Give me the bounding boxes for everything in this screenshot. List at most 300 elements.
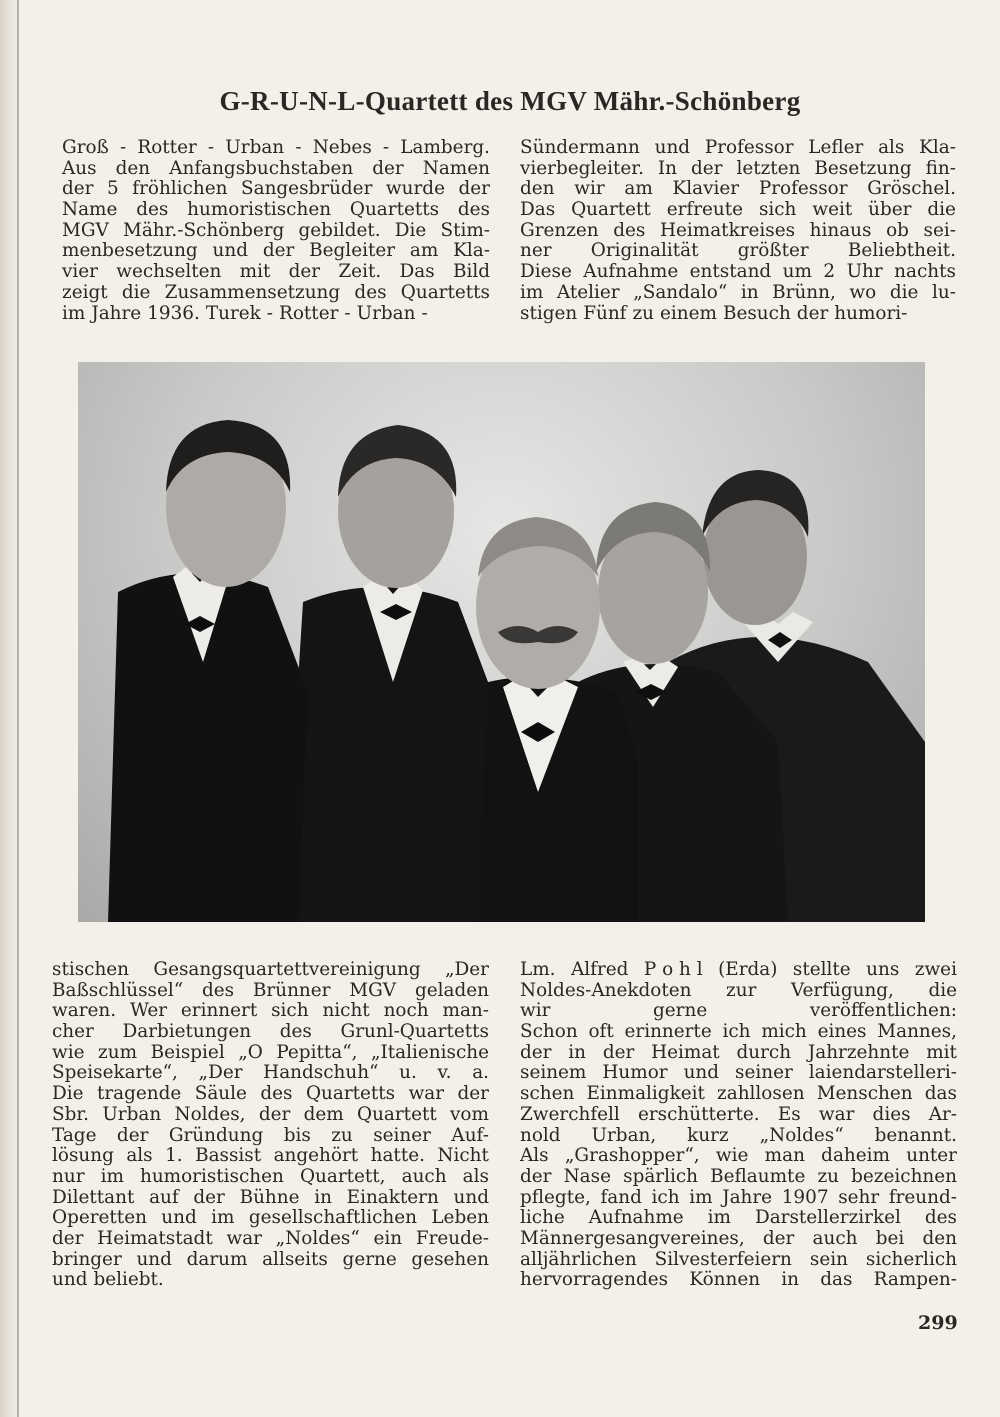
word: Uhr: [846, 261, 883, 283]
word: am: [624, 178, 653, 200]
word: als: [462, 1165, 489, 1187]
word: Leben: [431, 1207, 489, 1229]
word: den: [115, 157, 151, 179]
word: Quartett: [357, 1103, 437, 1125]
word: allseits: [262, 1248, 328, 1270]
word: Darbietungen: [122, 1021, 252, 1043]
word: im: [707, 1207, 731, 1229]
word: erfreute: [666, 199, 744, 221]
word: erinnert: [180, 1000, 258, 1022]
word: auch: [812, 1227, 858, 1249]
word: Quartett: [571, 199, 651, 221]
word: Die: [52, 1083, 84, 1105]
word: -: [382, 137, 390, 158]
word: sehr: [838, 1186, 880, 1208]
word: 2: [823, 261, 836, 283]
word: der: [796, 302, 829, 324]
word: Name: [62, 199, 118, 221]
word: Kla-: [919, 137, 956, 158]
word: In: [657, 157, 678, 179]
word: menbesetzung: [62, 240, 198, 262]
word: Pepitta“,: [276, 1041, 358, 1063]
word: hatte.: [370, 1145, 425, 1167]
word: Schon: [520, 1021, 578, 1043]
word: in: [314, 1186, 332, 1208]
text-line: [52, 1126, 489, 1147]
text-line: [52, 1001, 489, 1022]
text-line: [520, 1043, 957, 1064]
word: Urban: [102, 1103, 162, 1125]
word: wir: [574, 178, 605, 200]
word: zur: [726, 979, 757, 1001]
word: der: [116, 1124, 149, 1146]
text-line: [520, 981, 957, 1002]
word: Silvesterfeiern: [654, 1248, 792, 1270]
word: sei-: [923, 219, 956, 241]
word: in: [740, 281, 759, 303]
word: Bassist: [195, 1145, 262, 1167]
word: Einmaligkeit: [586, 1083, 705, 1105]
word: Begleiter: [309, 240, 396, 262]
word: Sangesbrüder: [241, 178, 373, 200]
word: Urban: [225, 137, 285, 158]
word: und: [52, 1269, 88, 1291]
word: hervorragendes: [520, 1269, 669, 1291]
word: hinaus: [809, 219, 872, 241]
text-line: [520, 159, 956, 180]
word: sein: [809, 1248, 848, 1270]
word: der: [372, 157, 404, 179]
word: -: [120, 137, 127, 158]
word: zum: [98, 1041, 138, 1063]
lower-left-column: [52, 960, 489, 1291]
word: oft: [588, 1021, 614, 1043]
lower-right-column: [520, 960, 957, 1291]
word: fröhlichen: [132, 178, 228, 200]
word: Heimatstadt: [97, 1227, 213, 1249]
word: des: [279, 1021, 312, 1043]
word: fand: [600, 1186, 642, 1208]
word: des: [354, 281, 387, 303]
word: MGV: [349, 979, 397, 1001]
text-line: [520, 221, 956, 242]
text-line: [52, 960, 489, 981]
word: Speisekarte“,: [52, 1062, 178, 1084]
text-line: [520, 304, 956, 325]
text-line: [520, 1250, 957, 1271]
word: Namen: [422, 157, 490, 179]
word: Operetten: [52, 1207, 147, 1229]
word: Männergesangvereines,: [520, 1227, 745, 1249]
word: wurde: [385, 178, 445, 200]
word: Zeit.: [338, 261, 382, 283]
word: Lm.: [520, 959, 556, 980]
word: Rotter: [137, 137, 197, 158]
word: Jahre: [91, 302, 142, 324]
word: P o h l: [643, 959, 703, 980]
word: Brünn,: [772, 281, 836, 303]
word: a.: [472, 1062, 489, 1084]
text-line: [520, 1022, 957, 1043]
word: noch: [383, 1000, 429, 1022]
word: pflegte,: [520, 1186, 591, 1208]
word: Atelier: [556, 281, 620, 303]
word: Einaktern: [346, 1186, 439, 1208]
word: gesellschaftlichen: [248, 1207, 417, 1229]
text-line: [62, 200, 490, 221]
word: seinem: [520, 1062, 587, 1084]
word: einem: [660, 302, 717, 324]
word: durch: [736, 1041, 792, 1063]
word: stischen: [52, 959, 130, 980]
word: vom: [450, 1103, 489, 1125]
text-line: [52, 1022, 489, 1043]
word: in: [568, 1041, 586, 1063]
word: der: [258, 1103, 291, 1125]
word: das: [924, 1083, 957, 1105]
text-line: [520, 1105, 957, 1126]
word: die: [121, 281, 151, 303]
word: v.: [437, 1062, 452, 1084]
word: Menschen: [816, 1083, 913, 1105]
text-line: [520, 283, 956, 304]
word: Darstellerzirkel: [754, 1207, 901, 1229]
word: entstand: [689, 261, 772, 283]
word: Zusammensetzung: [164, 281, 341, 303]
word: Mähr.-Schönberg: [122, 219, 285, 241]
text-line: [62, 283, 490, 304]
word: Noldes,: [174, 1103, 246, 1125]
word: 1907: [781, 1186, 829, 1208]
text-line: [62, 179, 490, 200]
word: Wer: [129, 1000, 168, 1022]
word: weit: [812, 199, 853, 221]
word: Nebes: [312, 137, 372, 158]
word: „Italienische: [371, 1041, 489, 1063]
word: mit: [239, 261, 271, 283]
word: Quartetts: [305, 1083, 396, 1105]
word: dies: [872, 1103, 911, 1125]
word: „Der: [198, 1062, 243, 1084]
word: und: [683, 1062, 720, 1084]
text-line: [52, 1043, 489, 1064]
word: wie: [715, 1145, 749, 1167]
word: Alfred: [570, 959, 629, 980]
word: -: [207, 137, 215, 158]
word: der: [457, 1083, 489, 1105]
word: der: [262, 240, 295, 262]
word: -: [344, 302, 351, 324]
word: im: [100, 1165, 124, 1187]
word: der: [62, 178, 94, 200]
word: nicht: [322, 1000, 370, 1022]
word: Brünner: [252, 979, 331, 1001]
word: Heimat: [651, 1041, 720, 1063]
word: Es: [777, 1103, 801, 1125]
word: Als: [520, 1145, 549, 1167]
word: Das: [520, 199, 556, 221]
word: des: [924, 1207, 957, 1229]
word: als: [126, 1145, 153, 1167]
word: sich: [271, 1000, 309, 1022]
gutter-fold-line: [17, 0, 19, 1417]
word: „Der: [445, 959, 489, 980]
word: Groß: [62, 137, 109, 158]
word: in: [781, 1269, 799, 1291]
upper-right-column: [520, 138, 956, 324]
word: über: [868, 199, 912, 221]
word: Beflaumte: [710, 1165, 806, 1187]
word: als: [878, 137, 905, 158]
word: dem: [303, 1103, 344, 1125]
word: Klavier: [672, 178, 740, 200]
word: die: [928, 979, 957, 1001]
word: um: [782, 261, 812, 283]
word: Besuch: [722, 302, 791, 324]
word: beliebt.: [93, 1269, 164, 1291]
word: wo: [849, 281, 877, 303]
word: Bühne: [239, 1186, 300, 1208]
word: -: [295, 137, 302, 158]
word: angehört: [273, 1145, 359, 1167]
word: des: [201, 979, 235, 1001]
word: -: [421, 302, 428, 324]
word: lu-: [931, 281, 956, 303]
word: Nicht: [437, 1145, 489, 1167]
word: zu: [331, 1124, 353, 1146]
word: Gröschel.: [867, 178, 956, 200]
text-line: [52, 1167, 489, 1188]
word: Anfangsbuchstaben: [169, 157, 354, 179]
word: den: [922, 1227, 957, 1249]
word: ner: [520, 240, 552, 262]
word: Urban,: [591, 1124, 657, 1146]
text-line: [520, 241, 956, 262]
word: Beliebtheit.: [847, 240, 956, 262]
word: und: [654, 137, 691, 158]
word: 5: [107, 178, 119, 200]
word: zu: [632, 302, 655, 324]
word: „Grashopper“,: [564, 1145, 700, 1167]
word: „O: [238, 1041, 263, 1063]
word: erinnerte: [624, 1021, 712, 1043]
word: Ar-: [928, 1103, 957, 1125]
word: spärlich: [623, 1165, 698, 1187]
word: zwei: [914, 959, 957, 980]
word: ich: [722, 1021, 751, 1043]
word: Mannes,: [877, 1021, 957, 1043]
word: Baßschlüssel“: [52, 979, 184, 1001]
word: mich: [761, 1021, 807, 1043]
word: Verfügung,: [790, 979, 894, 1001]
word: daheim: [821, 1145, 890, 1167]
word: Originalität: [590, 240, 699, 262]
word: Gründung: [168, 1124, 264, 1146]
singer-figure-1: [108, 420, 308, 922]
word: des: [136, 199, 169, 221]
word: MGV: [62, 219, 109, 241]
singer-figure-2: [283, 425, 488, 922]
word: war: [408, 1083, 445, 1105]
word: seiner: [373, 1124, 431, 1146]
word: ob: [886, 219, 909, 241]
article-title: G-R-U-N-L-Quartett des MGV Mähr.-Schönberg: [219, 86, 801, 116]
word: war: [226, 1227, 262, 1249]
word: des: [260, 1083, 293, 1105]
word: Zwerchfell: [520, 1103, 620, 1125]
word: bei: [875, 1227, 905, 1249]
word: Bild: [452, 261, 490, 283]
word: wechselten: [116, 261, 222, 283]
word: gebildet.: [298, 219, 381, 241]
word: 1.: [165, 1145, 183, 1167]
text-line: [62, 304, 490, 325]
word: bezeichnen: [851, 1165, 957, 1187]
word: Aus: [62, 157, 97, 179]
word: Handschuh“: [263, 1062, 379, 1084]
word: sicherlich: [865, 1248, 957, 1270]
text-line: [52, 1063, 489, 1084]
word: im: [689, 1186, 713, 1208]
text-line: [52, 1270, 489, 1291]
word: „Sandalo“: [633, 281, 728, 303]
word: Lefler: [808, 137, 864, 158]
word: im: [62, 302, 86, 324]
word: gesehen: [411, 1248, 489, 1270]
text-line: [520, 960, 957, 981]
word: Fünf: [583, 302, 627, 324]
word: nur: [52, 1165, 85, 1187]
text-line: [52, 1146, 489, 1167]
text-line: [520, 138, 956, 159]
word: sich: [758, 199, 797, 221]
word: Nase: [563, 1165, 611, 1187]
text-line: [520, 1229, 957, 1250]
word: Professor: [704, 137, 794, 158]
word: stigen: [520, 302, 578, 324]
word: schen: [520, 1083, 575, 1105]
word: des: [613, 219, 646, 241]
word: und: [136, 1248, 172, 1270]
word: letzten: [736, 157, 801, 179]
word: lösung: [52, 1145, 114, 1167]
text-line: [62, 241, 490, 262]
word: benannt.: [874, 1124, 957, 1146]
word: der: [762, 1227, 795, 1249]
word: kurz: [687, 1124, 729, 1146]
word: größter: [737, 240, 809, 262]
word: der: [691, 157, 723, 179]
word: im: [520, 281, 544, 303]
word: Freude-: [415, 1227, 489, 1249]
word: man-: [442, 1000, 489, 1022]
word: den: [520, 178, 555, 200]
word: gerne: [653, 1000, 708, 1022]
word: seiner: [735, 1062, 793, 1084]
word: tragende: [96, 1083, 182, 1105]
word: Können: [689, 1269, 761, 1291]
word: Die: [394, 219, 427, 241]
text-line: [520, 200, 956, 221]
word: „Noldes“: [759, 1124, 844, 1146]
word: Sündermann: [520, 137, 640, 158]
word: ein: [373, 1227, 403, 1249]
word: zeigt: [62, 281, 108, 303]
word: Quartetts: [349, 199, 440, 221]
word: stellte: [792, 959, 851, 980]
word: Humor: [602, 1062, 668, 1084]
word: vierbegleiter.: [520, 157, 644, 179]
word: des: [457, 199, 490, 221]
word: Kla-: [453, 240, 490, 262]
text-line: [520, 1084, 957, 1105]
word: Säule: [194, 1083, 247, 1105]
word: und: [212, 240, 248, 262]
page-number: 299: [918, 1312, 958, 1334]
text-line: [520, 1270, 957, 1291]
text-line: [520, 1001, 957, 1022]
text-line: [520, 1188, 957, 1209]
word: gerne: [342, 1248, 397, 1270]
word: das: [820, 1269, 853, 1291]
word: und: [453, 1186, 489, 1208]
word: der: [602, 1041, 635, 1063]
word: Sbr.: [52, 1103, 89, 1125]
photo-illustration: [78, 362, 925, 922]
word: mit: [926, 1041, 957, 1063]
word: geladen: [414, 979, 489, 1001]
text-line: [52, 1188, 489, 1209]
word: Diese: [520, 261, 572, 283]
word: u.: [399, 1062, 417, 1084]
word: Grenzen: [520, 219, 599, 241]
word: nold: [520, 1124, 561, 1146]
text-line: [62, 221, 490, 242]
word: darum: [186, 1248, 248, 1270]
word: und: [161, 1207, 197, 1229]
text-line: [52, 1250, 489, 1271]
word: cher: [52, 1021, 94, 1043]
text-line: [520, 1208, 957, 1229]
text-line: [52, 1229, 489, 1250]
word: wie: [52, 1041, 85, 1063]
word: der: [193, 1186, 225, 1208]
text-line: [520, 1146, 957, 1167]
text-line: [62, 138, 490, 159]
word: laiendarstelleri-: [808, 1062, 957, 1084]
word: -: [266, 302, 273, 324]
word: Besetzung: [814, 157, 912, 179]
quartet-group-photo: [78, 362, 925, 922]
word: humoristischen: [139, 1165, 284, 1187]
word: Tage: [52, 1124, 97, 1146]
word: Quartetts: [400, 281, 490, 303]
word: war: [818, 1103, 855, 1125]
upper-left-column: [62, 138, 490, 324]
word: alljährlichen: [520, 1248, 637, 1270]
word: auch: [401, 1165, 447, 1187]
word: bis: [283, 1124, 311, 1146]
text-line: [52, 981, 489, 1002]
word: Jahrzehnte: [807, 1041, 910, 1063]
word: der: [52, 1227, 84, 1249]
word: Aufnahme: [588, 1207, 684, 1229]
word: Auf-: [451, 1124, 489, 1146]
word: „Noldes“: [275, 1227, 360, 1249]
word: die: [927, 199, 956, 221]
word: Noldes-Anekdoten: [520, 979, 692, 1001]
word: im: [211, 1207, 235, 1229]
